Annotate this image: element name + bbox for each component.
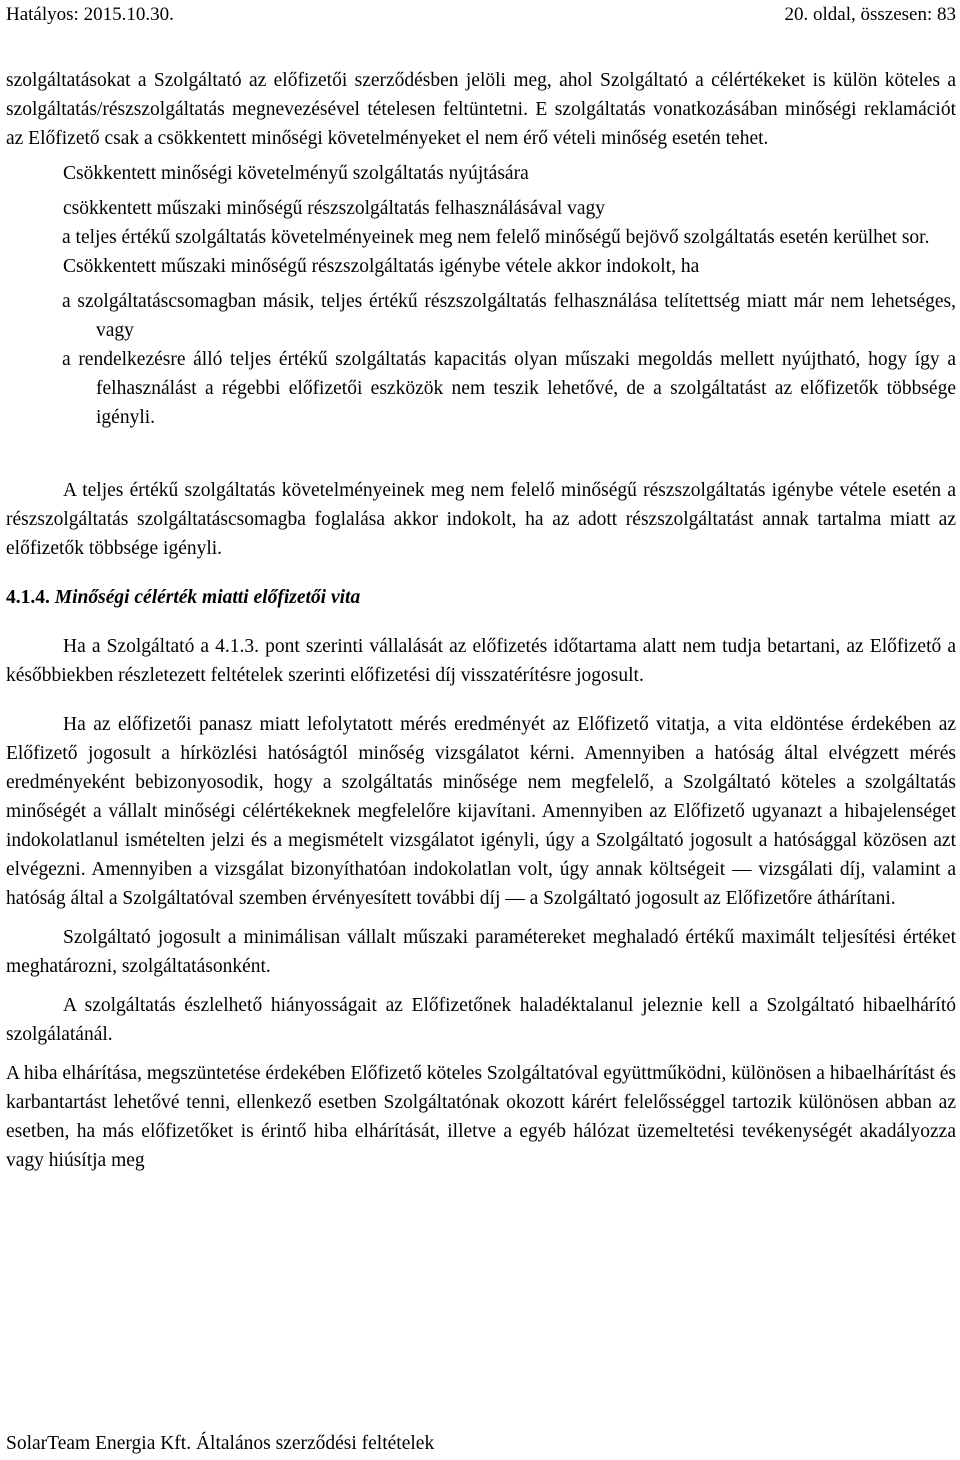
paragraph: Csökkentett minőségi követelményű szolgáltatás nyújtására	[63, 163, 529, 184]
section-number: 4.1.4.	[6, 587, 50, 608]
page-number: 20. oldal, összesen: 83	[784, 4, 956, 25]
page-footer: SolarTeam Energia Kft. Általános szerződési feltételek	[6, 1433, 435, 1454]
paragraph: Ha az előfizetői panasz miatt lefolytatott mérés eredményét az Előfizető vitatja, a vita eldöntése érdekében az Előfizető jogosult a hírközlési hatóságtól minőség vizsgálatot kérni. Amennyiben a hatóság által elvégzett mérés eredményeként bebizonyosodik, hogy a szolgáltatás minősége nem megfelelő, a Szolgáltató köteles a szolgáltatás minőségét a vállalt minőségi célértékeknek megfelelőre kijavítani. Amennyiben az Előfizető ugyanazt a hibajelenséget indokolatlanul ismételten jelzi és a megismételt vizsgálatot igényli, úgy a Szolgáltató jogosult a hatósággal közösen azt elvégezni. Amennyiben a vizsgálat bizonyíthatóan indokolatlan volt, úgy annak költségeit ― vizsgálati díj, valamint a hatóság által a Szolgáltatóval szemben érvényesített további díj ― a Szolgáltató jogosult az Előfizetőre áthárítani.	[6, 714, 956, 909]
list-item: a teljes értékű szolgáltatás követelményeinek meg nem felelő minőségű bejövő szolgáltatás esetén kerülhet sor.	[62, 227, 930, 248]
paragraph: Ha a Szolgáltató a 4.1.3. pont szerinti vállalását az előfizetés időtartama alatt nem tudja betartani, az Előfizető a későbbiekben részletezett feltételek szerinti előfizetési díj visszatérítésre jogosult.	[6, 636, 956, 686]
paragraph: Szolgáltató jogosult a minimálisan vállalt műszaki paramétereket meghaladó értékű maximált teljesítési értéket meghatározni, szolgáltatásonként.	[6, 927, 956, 977]
effective-date: Hatályos: 2015.10.30.	[6, 4, 174, 25]
paragraph: A hiba elhárítása, megszüntetése érdekében Előfizető köteles Szolgáltatóval együttműködni, különösen a hibaelhárítást és karbantartást lehetővé tenni, ellenkező esetben Szolgáltatónak okozott kárért felelősséggel tartozik különösen abban az esetben, ha más előfizetőket is érintő hiba elhárítását, illetve a egyéb hálózat üzemeltetési tevékenységét akadályozza vagy hiúsítja meg	[6, 1063, 956, 1171]
document-page	[6, 0, 956, 1460]
paragraph: szolgáltatásokat a Szolgáltató az előfizetői szerződésben jelöli meg, ahol Szolgáltató a célértékeket is külön köteles a szolgáltatás/részszolgáltatás megnevezésével tételesen feltüntetni. E szolgáltatás vonatkozásában minőségi reklamációt az Előfizető csak a csökkentett minőségi követelményeket el nem érő vételi minőség esetén tehet.	[6, 70, 956, 149]
paragraph: A szolgáltatás észlelhető hiányosságait az Előfizetőnek haladéktalanul jeleznie kell a Szolgáltató hibaelhárító szolgálatánál.	[6, 995, 956, 1045]
paragraph: Csökkentett műszaki minőségű részszolgáltatás igénybe vétele akkor indokolt, ha	[63, 256, 700, 277]
document-body	[6, 66, 956, 1175]
page-header	[6, 4, 956, 32]
list-item: a rendelkezésre álló teljes értékű szolgáltatás kapacitás olyan műszaki megoldás mellett nyújtható, hogy így a felhasználást a régebbi előfizetői eszközök nem teszik lehetővé, de a szolgáltatást az előfizetők többsége igényli.	[62, 349, 956, 428]
list-item: csökkentett műszaki minőségű részszolgáltatás felhasználásával vagy	[63, 198, 606, 219]
paragraph: A teljes értékű szolgáltatás követelményeinek meg nem felelő minőségű részszolgáltatás igénybe vétele esetén a részszolgáltatás szolgáltatáscsomagba foglalása akkor indokolt, ha az adott részszolgáltatást annak tartalma miatt az előfizetők többsége igényli.	[6, 480, 956, 559]
section-title: Minőségi célérték miatti előfizetői vita	[54, 587, 361, 608]
list-item: a szolgáltatáscsomagban másik, teljes értékű részszolgáltatás felhasználása telítettség miatt már nem lehetséges, vagy	[62, 291, 956, 341]
section-heading	[6, 583, 956, 612]
